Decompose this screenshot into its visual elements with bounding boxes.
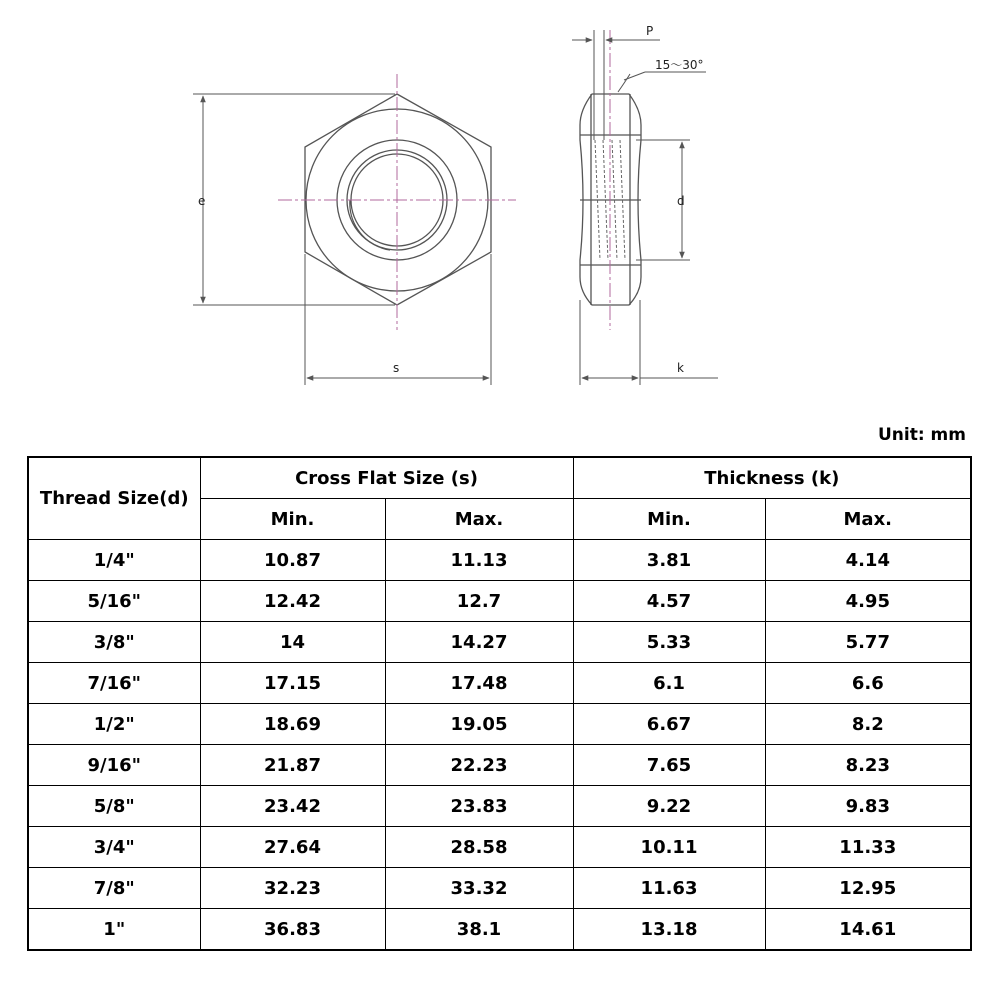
cell-s-min: 18.69 [200,704,385,745]
header-k-max: Max. [765,499,971,540]
cell-s-min: 17.15 [200,663,385,704]
cell-k-min: 3.81 [573,540,765,581]
header-thread-size: Thread Size(d) [28,457,200,540]
header-thickness: Thickness (k) [573,457,971,499]
cell-thread: 1" [28,909,200,951]
cell-k-min: 13.18 [573,909,765,951]
hex-nut-technical-drawing [0,0,1000,400]
label-k: k [677,361,684,375]
cell-thread: 9/16" [28,745,200,786]
cell-s-max: 33.32 [385,868,573,909]
cell-s-max: 17.48 [385,663,573,704]
table-row [28,704,971,745]
cell-s-min: 21.87 [200,745,385,786]
cell-k-min: 6.67 [573,704,765,745]
table-row [28,868,971,909]
cell-s-max: 38.1 [385,909,573,951]
cell-k-min: 9.22 [573,786,765,827]
cell-s-max: 19.05 [385,704,573,745]
cell-s-min: 12.42 [200,581,385,622]
header-cross-flat-size: Cross Flat Size (s) [200,457,573,499]
table-row [28,786,971,827]
thread-start-arc [350,200,390,250]
cell-k-max: 14.61 [765,909,971,951]
cell-thread: 5/8" [28,786,200,827]
cell-s-min: 36.83 [200,909,385,951]
cell-s-max: 12.7 [385,581,573,622]
unit-note: Unit: mm [877,425,966,445]
cell-k-max: 9.83 [765,786,971,827]
dimension-p [572,30,660,140]
cell-s-min: 14 [200,622,385,663]
cell-k-max: 4.95 [765,581,971,622]
label-e: e [198,194,206,208]
cell-k-min: 7.65 [573,745,765,786]
cell-k-max: 4.14 [765,540,971,581]
table-row [28,622,971,663]
front-center-lines [278,74,516,330]
cell-s-max: 14.27 [385,622,573,663]
cell-s-max: 22.23 [385,745,573,786]
cell-k-max: 11.33 [765,827,971,868]
cell-thread: 3/8" [28,622,200,663]
dimension-k [580,300,718,385]
label-p: P [646,24,654,38]
cell-thread: 7/16" [28,663,200,704]
cell-k-min: 4.57 [573,581,765,622]
cell-thread: 5/16" [28,581,200,622]
cell-thread: 3/4" [28,827,200,868]
cell-k-max: 5.77 [765,622,971,663]
cell-s-min: 27.64 [200,827,385,868]
table-row [28,827,971,868]
cell-thread: 1/2" [28,704,200,745]
table-row [28,581,971,622]
spec-table [27,456,972,951]
cell-k-max: 12.95 [765,868,971,909]
cell-k-max: 6.6 [765,663,971,704]
cell-s-min: 10.87 [200,540,385,581]
cell-thread: 7/8" [28,868,200,909]
header-s-min: Min. [200,499,385,540]
table-row [28,909,971,951]
cell-k-min: 10.11 [573,827,765,868]
label-s: s [393,361,400,375]
cell-s-max: 28.58 [385,827,573,868]
cell-k-max: 8.2 [765,704,971,745]
cell-thread: 1/4" [28,540,200,581]
table-row [28,745,971,786]
dimension-angle [618,72,706,92]
cell-s-max: 11.13 [385,540,573,581]
label-d: d [677,194,685,208]
cell-s-min: 23.42 [200,786,385,827]
cell-k-min: 11.63 [573,868,765,909]
header-s-max: Max. [385,499,573,540]
header-k-min: Min. [573,499,765,540]
cell-k-min: 5.33 [573,622,765,663]
cell-k-max: 8.23 [765,745,971,786]
cell-s-min: 32.23 [200,868,385,909]
cell-k-min: 6.1 [573,663,765,704]
table-row [28,663,971,704]
cell-s-max: 23.83 [385,786,573,827]
table-row [28,540,971,581]
label-angle: 15～30° [655,58,704,72]
